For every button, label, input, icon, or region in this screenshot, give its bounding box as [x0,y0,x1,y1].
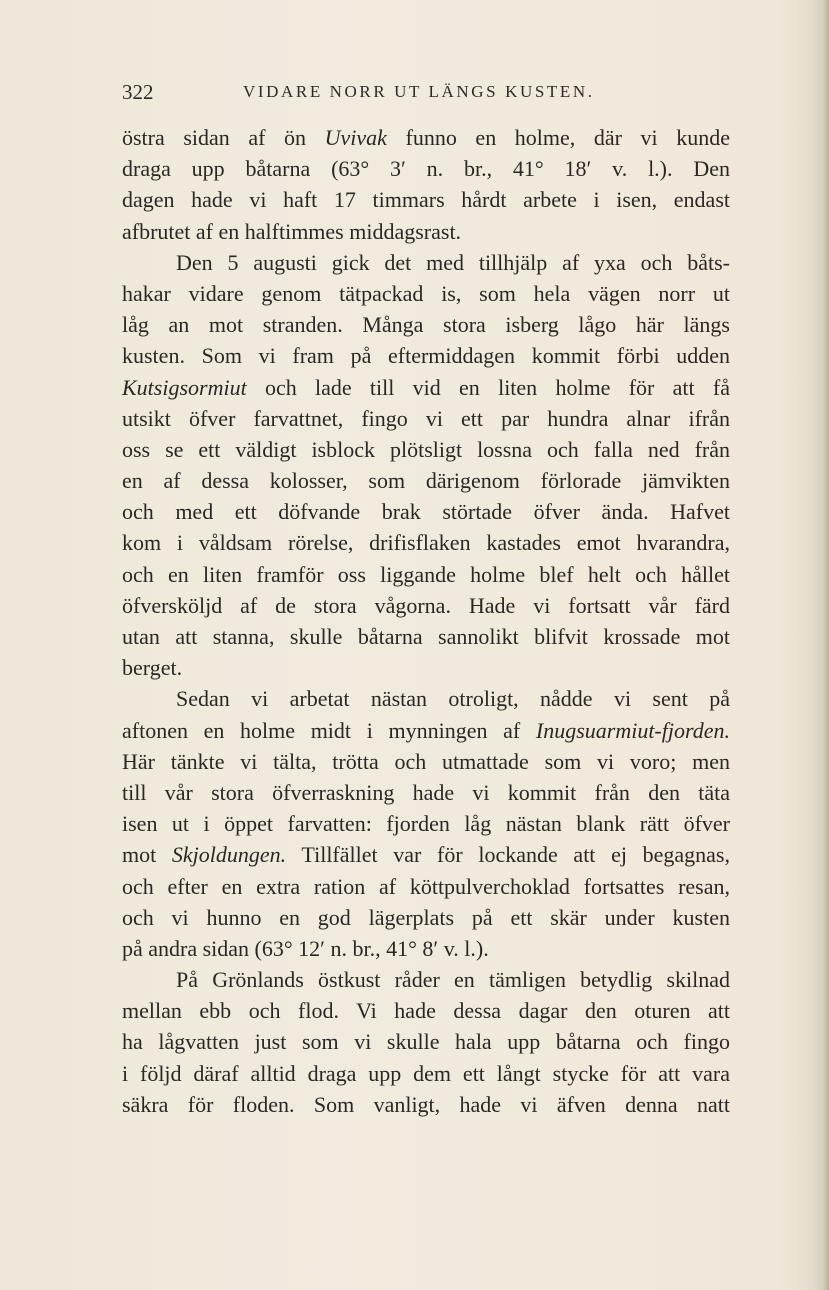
page-edge [823,0,829,1290]
text-line: Här tänkte vi tälta, trötta och utmattade som vi voro; men [122,748,730,774]
text-line: aftonen en holme midt i mynningen af Inugsuarmiut-fjorden. [122,717,730,743]
text-line: dagen hade vi haft 17 timmars hårdt arbete i isen, endast [122,187,730,213]
paragraph-end-line: afbrutet af en halftimmes middagsrast. [122,218,462,244]
text-line: till vår stora öfverraskning hade vi kommit från den täta [122,779,730,805]
paragraph-start-line: Sedan vi arbetat nästan otroligt, nådde vi sent på [176,686,730,712]
text-line: oss se ett väldigt isblock plötsligt lossna och falla ned från [122,436,730,462]
text-line: kusten. Som vi fram på eftermiddagen kommit förbi udden [122,343,730,369]
paragraph-end-line: berget. [122,655,183,681]
text-line: i följd däraf alltid draga upp dem ett långt stycke för att vara [122,1060,730,1086]
text-line: utan att stanna, skulle båtarna sannolikt blifvit krossade mot [122,624,730,649]
text-line: och en liten framför oss liggande holme blef helt och hållet [122,561,730,587]
text-line: en af dessa kolosser, som därigenom förlorade jämvikten [122,468,730,494]
page-number: 322 [122,80,154,104]
text-line: och efter en extra ration af köttpulverchoklad fortsattes resan, [122,873,730,899]
text-line: draga upp båtarna (63° 3′ n. br., 41° 18′ v. l.). Den [122,156,730,182]
text-line: öfversköljd af de stora vågorna. Hade vi fortsatt vår färd [122,592,730,618]
text-line: isen ut i öppet farvatten: fjorden låg nästan blank rätt öfver [122,811,730,837]
body-text [122,122,730,1120]
text-line: östra sidan af ön Uvivak funno en holme, där vi kunde [122,125,730,150]
paragraph-start-line: Den 5 augusti gick det med tillhjälp af yxa och båts- [176,249,730,275]
text-line: och med ett döfvande brak störtade öfver ända. Hafvet [122,499,730,525]
text-line: utsikt öfver farvattnet, fingo vi ett par hundra alnar ifrån [122,405,730,431]
text-line: säkra för floden. Som vanligt, hade vi äfven denna natt [122,1091,730,1117]
page-header [122,80,730,110]
paragraph-end-line: på andra sidan (63° 12′ n. br., 41° 8′ v. l.). [122,935,489,961]
text-line: och vi hunno en god lägerplats på ett skär under kusten [122,904,730,930]
text-line: hakar vidare genom tätpackad is, som hela vägen norr ut [122,280,730,306]
text-line: kom i våldsam rörelse, drifisflaken kastades emot hvarandra, [122,530,730,556]
running-title: VIDARE NORR UT LÄNGS KUSTEN. [243,82,595,101]
text-line: mellan ebb och flod. Vi hade dessa dagar den oturen att [122,998,730,1024]
text-line: mot Skjoldungen. Tillfället var för lockande att ej begagnas, [122,842,730,868]
paragraph-start-line: På Grönlands östkust råder en tämligen betydlig skilnad [176,967,730,993]
text-line: ha lågvatten just som vi skulle hala upp båtarna och fingo [122,1029,730,1055]
text-line: låg an mot stranden. Många stora isberg lågo här längs [122,312,730,338]
text-line: Kutsigsormiut och lade till vid en liten holme för att få [122,374,730,400]
